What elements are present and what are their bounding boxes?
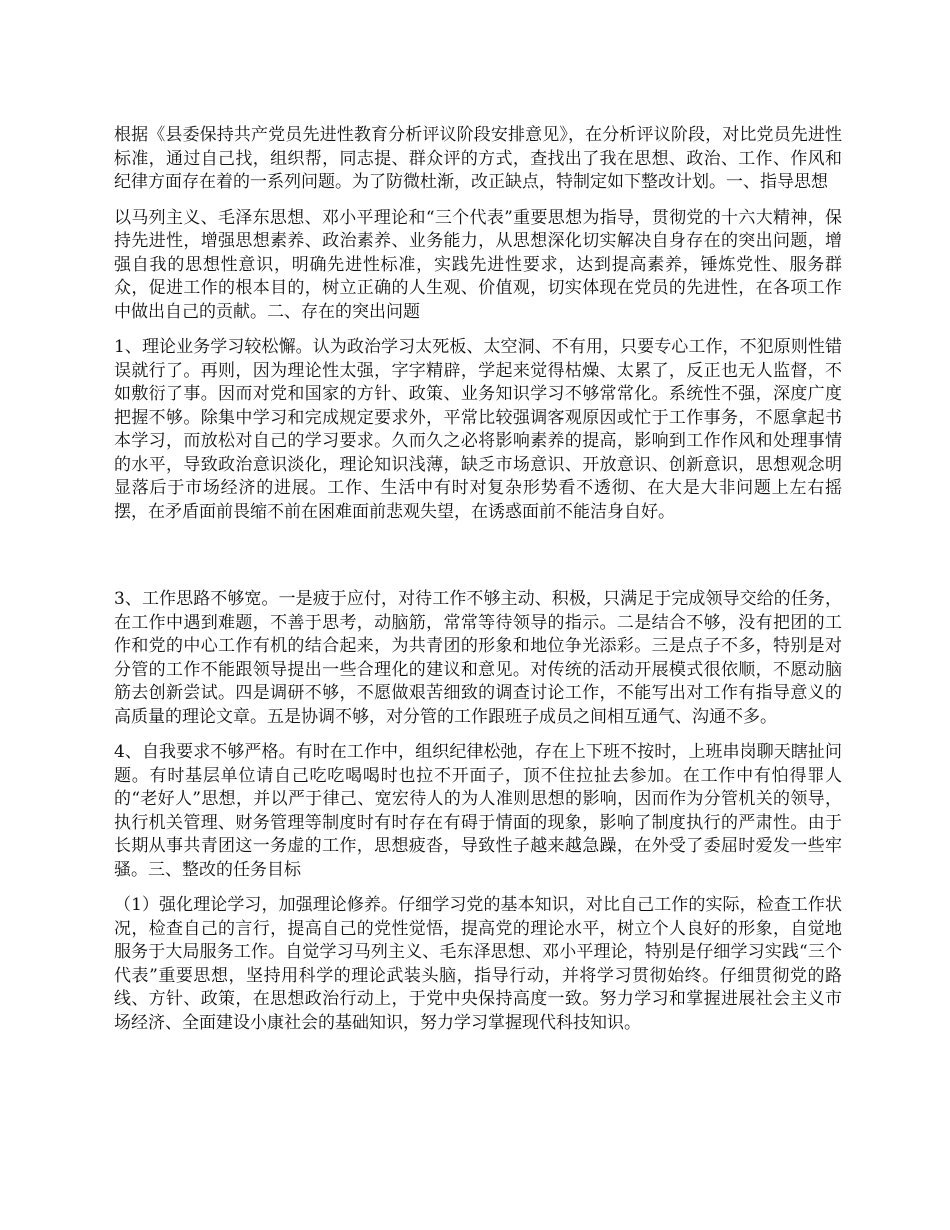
paragraph-intro: 根据《县委保持共产党员先进性教育分析评议阶段安排意见》，在分析评议阶段，对比党员先进性标准，通过自己找，组织帮，同志提、群众评的方式，查找出了我在思想、政治、工作、作风和纪律方面存在着的一系列问题。为了防微杜渐，改正缺点，特制定如下整改计划。一、指导思想 <box>114 125 842 192</box>
blank-gap <box>114 536 842 588</box>
paragraph-task-1: （1）强化理论学习，加强理论修养。仔细学习党的基本知识，对比自己工作的实际，检查工作状况，检查自己的言行，提高自己的党性觉悟，提高党的理论水平，树立个人良好的形象，自觉地服务于大局服务工作。自觉学习马列主义、毛东泽思想、邓小平理论，特别是仔细学习实践“三个代表”重要思想，坚持用科学的理论武装头脑，指导行动，并将学习贯彻始终。仔细贯彻党的路线、方针、政策，在思想政治行动上，于党中央保持高度一致。努力学习和掌握进展社会主义市场经济、全面建设小康社会的基础知识，努力学习掌握现代科技知识。 <box>114 895 842 1033</box>
paragraph-problem-3: 3、工作思路不够宽。一是疲于应付，对待工作不够主动、积极，只满足于完成领导交给的任务，在工作中遇到难题，不善于思考，动脑筋，常常等待领导的指示。二是结合不够，没有把团的工作和党的中心工作有机的结合起来，为共青团的形象和地位争光添彩。三是点子不多，特别是对分管的工作不能跟领导提出一些合理化的建议和意见。对传统的活动开展模式很依顺，不愿动脑筋去创新尝试。四是调研不够，不愿做艰苦细致的调查讨论工作，不能写出对工作有指导意义的高质量的理论文章。五是协调不够，对分管的工作跟班子成员之间相互通气、沟通不多。 <box>114 589 842 727</box>
paragraph-problem-4: 4、自我要求不够严格。有时在工作中，组织纪律松弛，存在上下班不按时，上班串岗聊天瞎扯问题。有时基层单位请自己吃吃喝喝时也拉不开面子，顶不住拉扯去参加。在工作中有怕得罪人的“老好人”思想，并以严于律己、宽宏待人的为人准则思想的影响，因而作为分管机关的领导，执行机关管理、财务管理等制度时有时存在有碍于情面的现象，影响了制度执行的严肃性。由于长期从事共青团这一务虚的工作，思想疲沓，导致性子越来越急躁，在外受了委屈时爱发一些牢骚。三、整改的任务目标 <box>114 742 842 880</box>
document-body <box>114 124 842 1047</box>
paragraph-guiding-ideology: 以马列主义、毛泽东思想、邓小平理论和“三个代表”重要思想为指导，贯彻党的十六大精神，保持先进性，增强思想素养、政治素养、业务能力，从思想深化切实解决自身存在的突出问题，增强自我的思想性意识，明确先进性标准，实践先进性要求，达到提高素养，锤炼党性、服务群众，促进工作的根本目的，树立正确的人生观、价值观，切实体现在党员的先进性，在各项工作中做出自己的贡献。二、存在的突出问题 <box>114 207 842 322</box>
paragraph-problem-1: 1、理论业务学习较松懈。认为政治学习太死板、太空洞、不有用，只要专心工作，不犯原则性错误就行了。再则，因为理论性太强，字字精辟，学起来觉得枯燥、太累了，反正也无人监督，不如敷衍了事。因而对党和国家的方针、政策、业务知识学习不够常常化。系统性不强，深度广度把握不够。除集中学习和完成规定要求外，平常比较强调客观原因或忙于工作事务，不愿拿起书本学习，而放松对自己的学习要求。久而久之必将影响素养的提高，影响到工作作风和处理事情的水平，导致政治意识淡化，理论知识浅薄，缺乏市场意识、开放意识、创新意识，思想观念明显落后于市场经济的进展。工作、生活中有时对复杂形势看不透彻、在大是大非问题上左右摇摆，在矛盾面前畏缩不前在困难面前悲观失望，在诱惑面前不能洁身自好。 <box>114 337 842 522</box>
